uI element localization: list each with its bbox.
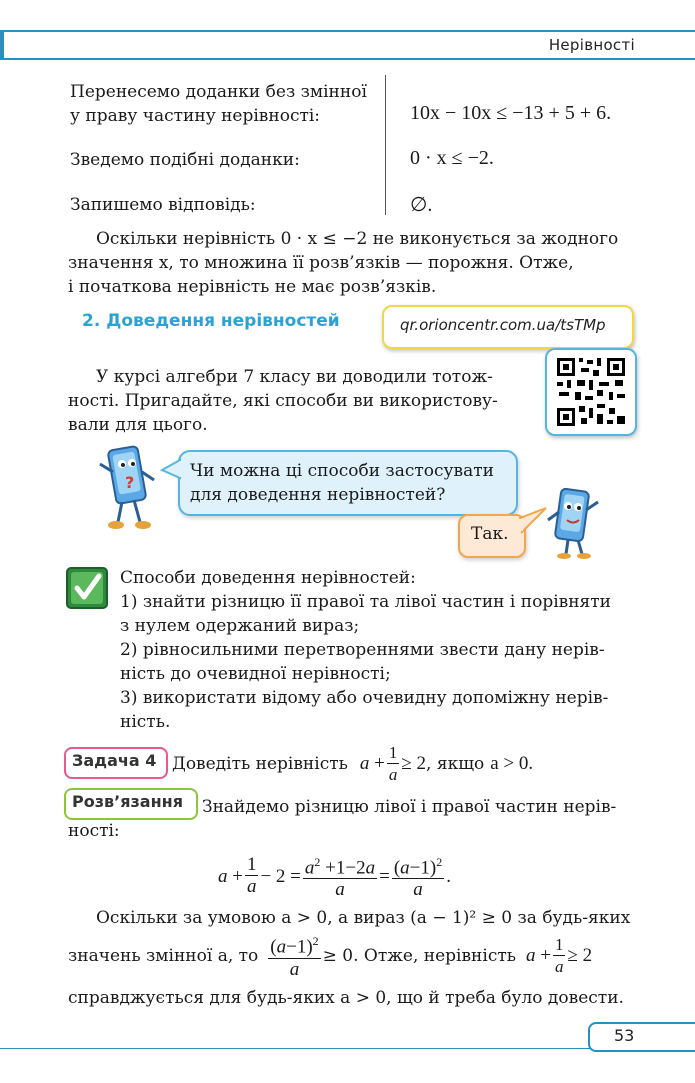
- header-left-bar: [0, 30, 4, 60]
- question-line1: Чи можна ці способи застосувати: [190, 461, 494, 481]
- task-inequality: a + $\frac{1}{a}$ ≥ 2: [359, 742, 427, 784]
- methods-line-6: ність.: [120, 712, 171, 732]
- checkmark-icon: [66, 567, 108, 609]
- phone-character-answer-icon: [540, 486, 606, 560]
- task-text-before: Доведіть нерівність: [172, 754, 348, 774]
- conclusion-line2: значення x, то множина її розв’язків — порожня. Отже,: [68, 253, 574, 273]
- intro-line3: вали для цього.: [68, 415, 208, 435]
- methods-line-5: 3) використати відому або очевидну допоміжну нерів-: [120, 688, 609, 708]
- section-heading: 2. Доведення нерівностей: [82, 311, 340, 331]
- step-2-expression: 0 · x ≤ −2.: [410, 147, 494, 169]
- step-3-expression: ∅.: [410, 194, 433, 216]
- step-1-expression: 10x − 10x ≤ −13 + 5 + 6.: [410, 102, 612, 124]
- step-1-label-line2: у праву частину нерівності:: [70, 106, 321, 126]
- page-number-box: [588, 1022, 695, 1052]
- methods-line-2: з нулем одержаний вираз;: [120, 616, 360, 636]
- solution-equation: a + $\frac{1}{a}$ − 2 = $\frac{a^2 +1-2a}{a}$ = $\frac{(a-1)^2}{a}$ .: [218, 852, 451, 901]
- qr-code-icon: [555, 356, 627, 428]
- methods-title: Способи доведення нерівностей:: [120, 568, 416, 588]
- solution-line2: ності:: [68, 821, 120, 841]
- solution-para-line2: [68, 932, 592, 980]
- solution-label: Розв’язання: [72, 792, 183, 811]
- solution-para-line1: Оскільки за умовою a > 0, а вираз (a − 1)² ≥ 0 за будь-яких: [96, 908, 631, 928]
- svg-text:?: ?: [125, 473, 135, 492]
- phone-character-question-icon: [98, 442, 162, 532]
- methods-line-4: ність до очевидної нерівності;: [120, 664, 391, 684]
- intro-line2: ності. Пригадайте, які способи ви використову-: [68, 391, 498, 411]
- task-condition: a > 0.: [490, 753, 534, 774]
- bubble-tail: [160, 458, 182, 480]
- step-3-label: Запишемо відповідь:: [70, 195, 256, 215]
- footer-line: [0, 1048, 590, 1049]
- qr-url-link[interactable]: qr.orioncentr.com.ua/tsTMp: [400, 316, 606, 334]
- conclusion-line3: і початкова нерівність не має розв’язків.: [68, 277, 437, 297]
- answer-text: Так.: [471, 524, 509, 544]
- solution-para-line3: справджується для будь-яких a > 0, що й треба було довести.: [68, 988, 624, 1008]
- task-statement: [172, 742, 534, 784]
- page-header-title: Нерівності: [548, 36, 635, 54]
- step-2-label: Зведемо подібні доданки:: [70, 150, 300, 170]
- solution-inequality: a + $\frac{1}{a}$ ≥ 2: [526, 934, 593, 976]
- solution-fraction: $\frac{(a-1)^2}{a}$: [266, 931, 322, 980]
- intro-line1: У курсі алгебри 7 класу ви доводили тотож-: [96, 367, 493, 387]
- conclusion-line1: Оскільки нерівність 0 · x ≤ −2 не виконується за жодного: [96, 229, 619, 249]
- solution-line1: Знайдемо різницю лівої і правої частин нерів-: [202, 797, 617, 817]
- task-label: Задача 4: [72, 751, 157, 770]
- page-number: 53: [614, 1026, 635, 1045]
- table-divider: [385, 75, 386, 215]
- methods-line-1: 1) знайти різницю її правої та лівої частин і порівняти: [120, 592, 611, 612]
- question-line2: для доведення нерівностей?: [190, 485, 446, 505]
- task-text-after: , якщо: [426, 754, 485, 774]
- step-1-label-line1: Перенесемо доданки без змінної: [70, 82, 367, 102]
- methods-line-3: 2) рівносильними перетвореннями звести дану нерів-: [120, 640, 605, 660]
- solution-para-line2-a: значень змінної a, то: [68, 946, 259, 966]
- qr-code-box[interactable]: [545, 348, 637, 436]
- solution-para-line2-b: ≥ 0. Отже, нерівність: [322, 946, 517, 966]
